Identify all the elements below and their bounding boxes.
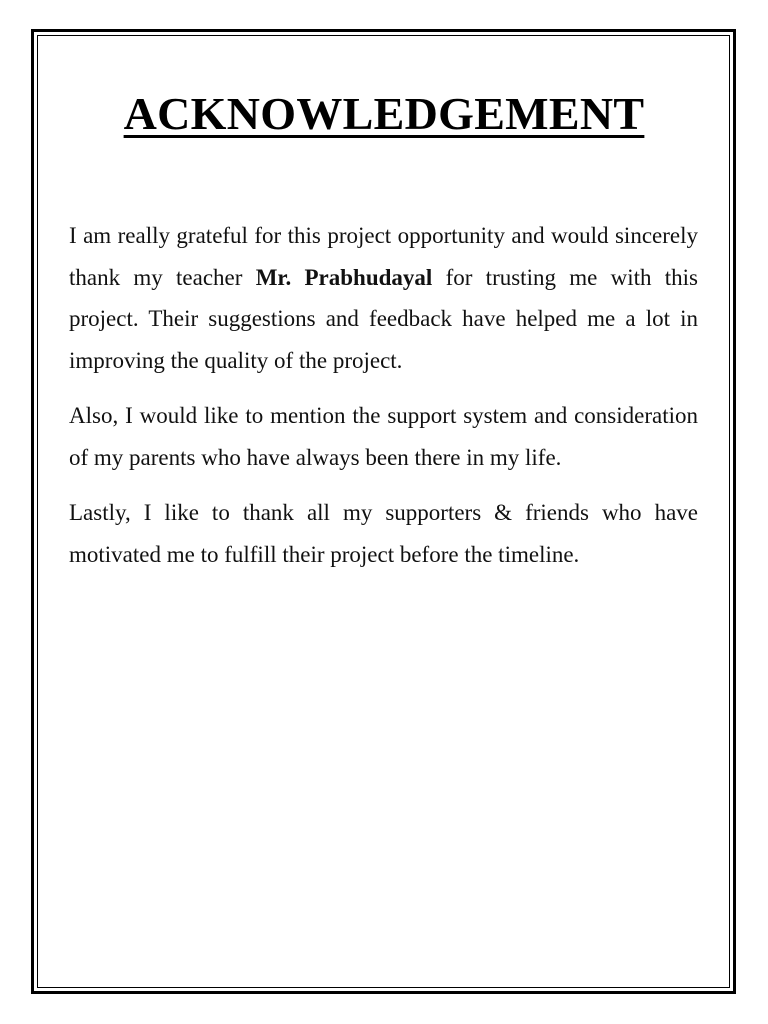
paragraph-friends-thanks: Lastly, I like to thank all my supporters & friends who have motivated me to fulfill their project before the timeline. [69, 500, 698, 567]
paragraph-1-text-start: I am really grateful for this project opportunity and would sincerely thank my teacher [69, 223, 698, 290]
teacher-name: Mr. Prabhudayal [255, 264, 433, 290]
paragraph-gratitude-teacher [69, 215, 698, 381]
paragraph-1-text-end: for trusting me with this project. Their suggestions and feedback have helped me a lot in improving the quality of the project. [69, 264, 698, 373]
paragraph-parents-support: Also, I would like to mention the support system and consideration of my parents who have always been there in my life. [69, 403, 698, 470]
acknowledgement-body [69, 215, 698, 589]
page-title-container [0, 87, 768, 140]
page-title: ACKNOWLEDGEMENT [123, 88, 645, 139]
